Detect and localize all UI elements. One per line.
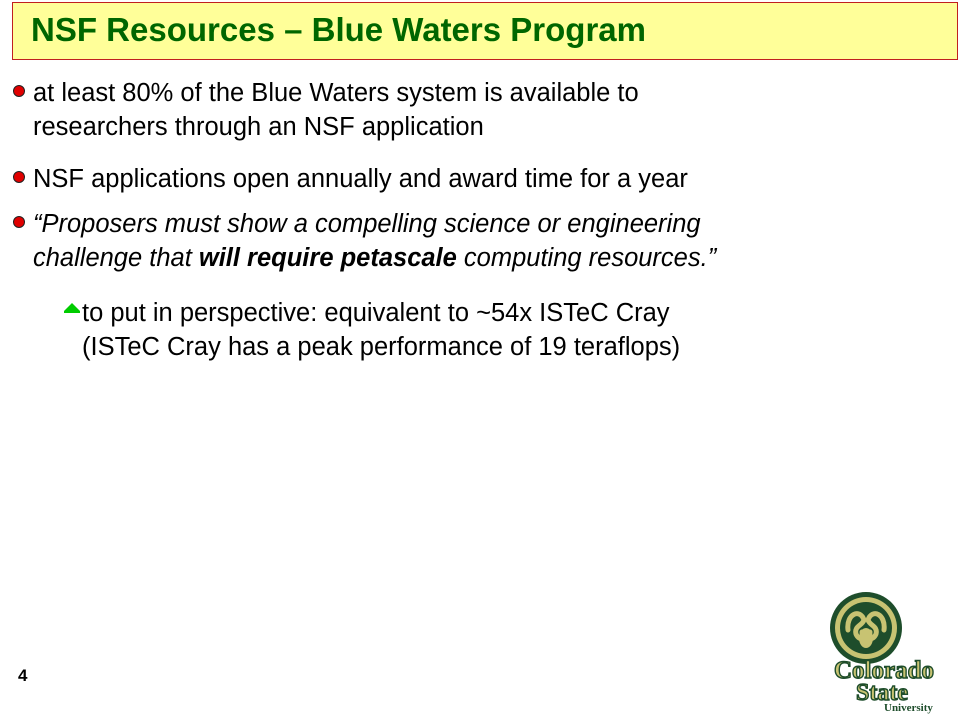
colorado-state-logo <box>826 590 956 715</box>
bullet-2 <box>33 162 688 196</box>
sub-bullet-1 <box>82 296 680 364</box>
sub-bullet-line-2: (ISTeC Cray has a peak performance of 19 teraflops) <box>82 333 681 361</box>
bullet-dot-icon <box>13 216 25 228</box>
quote-text-end: computing resources.” <box>456 244 717 272</box>
bullet-3-line-1 <box>33 207 716 241</box>
bullet-3 <box>33 207 716 275</box>
bullet-1-line-2: researchers through an NSF application <box>33 113 484 141</box>
quote-text-start: challenge that <box>33 244 199 272</box>
bullet-2-line-1: NSF applications open annually and award time for a year <box>33 165 688 193</box>
quote-text-emphasis: will require petascale <box>198 244 457 272</box>
quote-text: “Proposers must show a compelling science or engineering <box>33 210 701 238</box>
slide-number: 4 <box>18 666 28 685</box>
bullet-dot-icon <box>13 171 25 183</box>
bullet-1 <box>33 76 639 144</box>
ram-emblem-icon <box>830 592 902 664</box>
title-bar <box>12 2 958 60</box>
triangle-bullet-icon <box>64 303 80 311</box>
logo-text-colorado: Colorado <box>834 657 934 684</box>
logo-text-university: University <box>884 702 933 714</box>
bullet-1-line-1: at least 80% of the Blue Waters system is available to <box>33 79 639 107</box>
logo-text-state: State <box>856 680 908 706</box>
triangle-bullet-base <box>64 311 80 313</box>
bullet-3-line-2 <box>33 241 716 275</box>
slide-title: NSF Resources – Blue Waters Program <box>31 11 646 48</box>
sub-bullet-line-1: to put in perspective: equivalent to ~54x ISTeC Cray <box>82 299 670 327</box>
bullet-dot-icon <box>13 85 25 97</box>
